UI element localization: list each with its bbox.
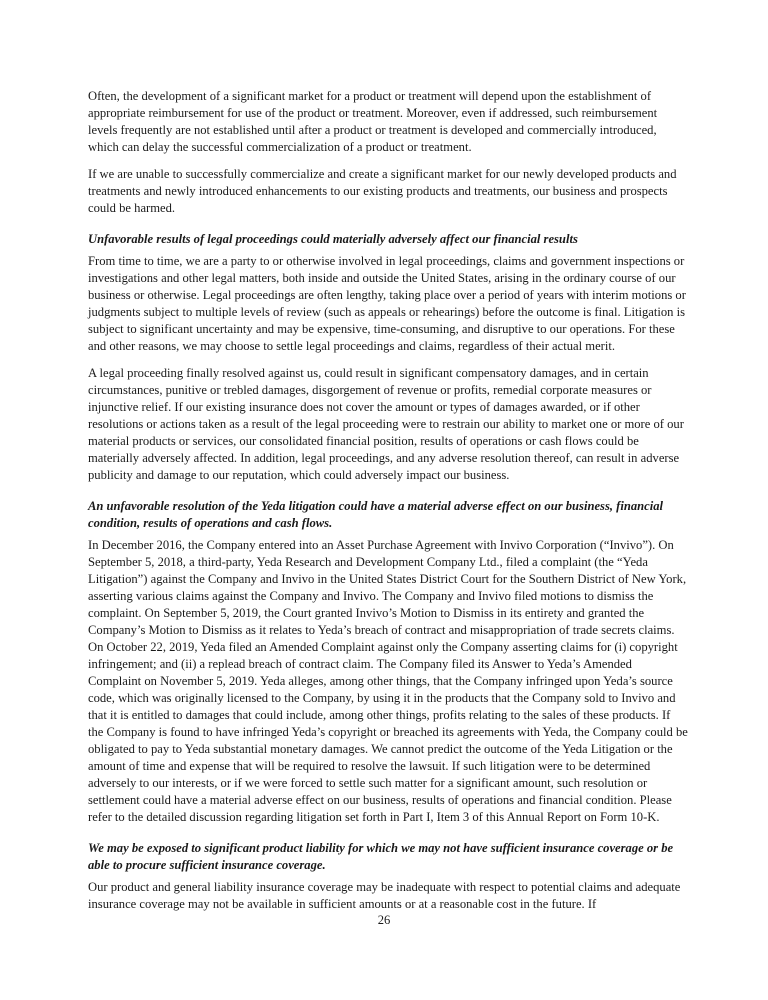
heading-product-liability: We may be exposed to significant product liability for which we may not have sufficient insurance coverage or be able to procure sufficient insurance coverage. (88, 841, 674, 872)
heading-yeda-litigation: An unfavorable resolution of the Yeda litigation could have a material adverse effect on our business, financial condition, results of operations and cash flows. (88, 499, 664, 530)
paragraph-legal-resolution: A legal proceeding finally resolved against us, could result in significant compensatory damages, and in certain circumstances, punitive or trebled damages, disgorgement of revenue or profits, remedial corporate measures or injunctive relief. If our existing insurance does not cover the amount or types of damages awarded, or if other resolutions or actions taken as a result of the legal proceeding were to restrain our ability to market one or more of our material products or services, our consolidated financial position, results of operations or cash flows could be materially adversely affected. In addition, legal proceedings, and any adverse resolution thereof, can result in adverse publicity and damage to our reputation, which could adversely impact our business. (88, 366, 684, 482)
paragraph-legal-proceedings: From time to time, we are a party to or otherwise involved in legal proceedings, claims and government inspections or investigations and other legal matters, both inside and outside the United States, arising in the ordinary course of our business or otherwise. Legal proceedings are often lengthy, taking place over a period of years with interim motions or judgments subject to multiple levels of review (such as appeals or rehearings) before the outcome is final. Litigation is subject to significant uncertainty and may be expensive, time-consuming, and disruptive to our operations. For these and other reasons, we may choose to settle legal proceedings and claims, regardless of their actual merit. (88, 254, 686, 353)
page-number: 26 (377, 913, 391, 927)
document-page (88, 88, 688, 923)
paragraph-commercialization-risk: If we are unable to successfully commercialize and create a significant market for our newly developed products and treatments and newly introduced enhancements to our existing products and treatments, our business and prospects could be harmed. (88, 167, 677, 215)
paragraph-yeda-litigation: In December 2016, the Company entered into an Asset Purchase Agreement with Invivo Corporation (“Invivo”). On September 5, 2018, a third-party, Yeda Research and Development Company Ltd., filed a complaint (the “Yeda Litigation”) against the Company and Invivo in the United States District Court for the Southern District of New York, asserting various claims against the Company and Invivo. The Company and Invivo filed motions to dismiss the complaint. On September 5, 2019, the Court granted Invivo’s Motion to Dismiss in its entirety and granted the Company’s Motion to Dismiss as it relates to Yeda’s breach of contract and misappropriation of trade secrets claims. On October 22, 2019, Yeda filed an Amended Complaint against only the Company asserting claims for (i) copyright infringement; and (ii) a replead breach of contract claim. The Company filed its Answer to Yeda’s Amended Complaint on November 5, 2019. Yeda alleges, among other things, that the Company infringed upon Yeda’s source code, which was originally licensed to the Company, by using it in the products that the Company sold to Invivo and that it is entitled to damages that could include, among other things, profits relating to the sales of these products. If the Company is found to have infringed Yeda’s copyright or breached its agreements with Yeda, the Company could be obligated to pay to Yeda substantial monetary damages. We cannot predict the outcome of the Yeda Litigation or the amount of time and expense that will be required to resolve the lawsuit. If such litigation were to be determined adversely to our interests, or if we were forced to settle such matter for a significant amount, such resolution or settlement could have a material adverse effect on our business, results of operations and financial condition. Please refer to the detailed discussion regarding litigation set forth in Part I, Item 3 of this Annual Report on Form 10-K. (88, 538, 688, 824)
heading-legal-proceedings: Unfavorable results of legal proceedings could materially adversely affect our financial results (88, 232, 578, 246)
paragraph-reimbursement: Often, the development of a significant market for a product or treatment will depend upon the establishment of appropriate reimbursement for use of the product or treatment. Moreover, even if addressed, such reimbursement levels frequently are not established until after a product or treatment is developed and commercially introduced, which can delay the successful commercialization of a product or treatment. (88, 89, 658, 154)
paragraph-product-liability: Our product and general liability insurance coverage may be inadequate with respect to potential claims and adequate insurance coverage may not be available in sufficient amounts or at a reasonable cost in the future. If (88, 880, 681, 911)
